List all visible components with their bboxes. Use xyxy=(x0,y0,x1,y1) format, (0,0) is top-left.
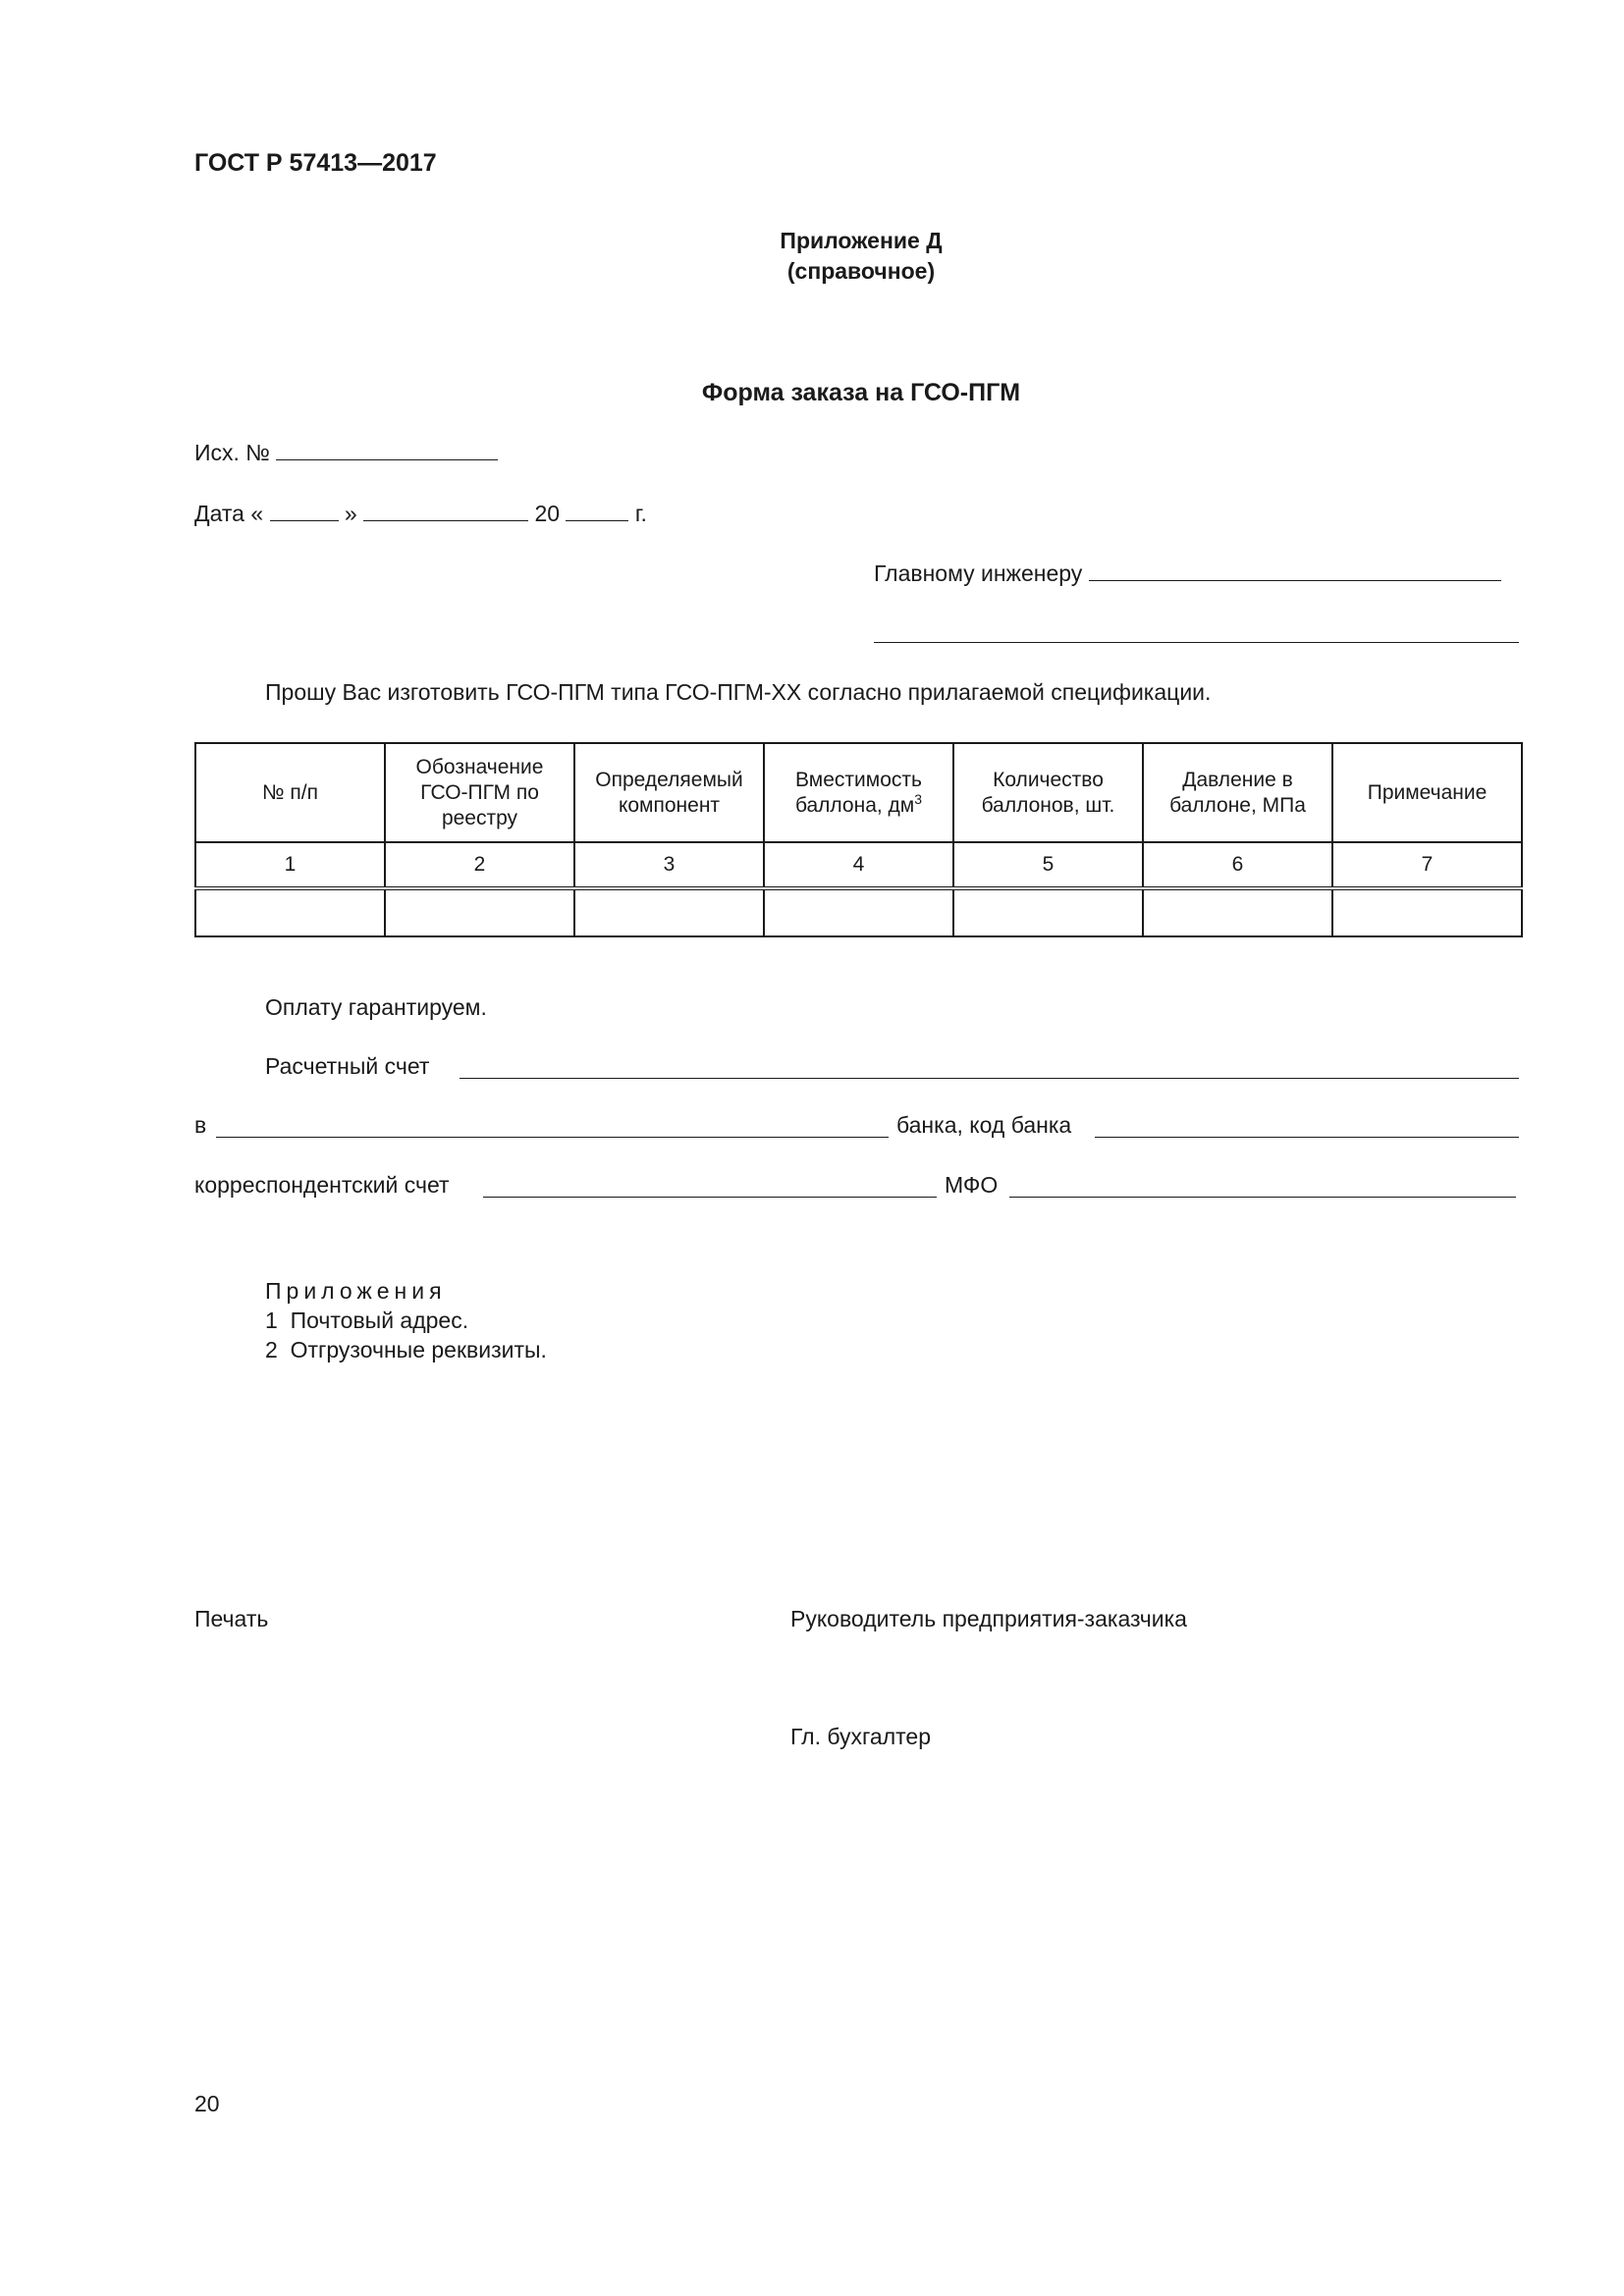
outgoing-number-line xyxy=(194,440,498,466)
bank-prefix: в xyxy=(194,1112,207,1138)
column-number-cell: 7 xyxy=(1332,842,1522,888)
column-number-cell: 3 xyxy=(574,842,764,888)
mfo-field[interactable] xyxy=(1009,1177,1516,1198)
accountant-signature-label: Гл. бухгалтер xyxy=(790,1724,931,1749)
date-year-suffix: г. xyxy=(634,501,647,526)
empty-cell[interactable] xyxy=(953,888,1143,936)
table-header-cell: Давление в баллоне, МПа xyxy=(1143,743,1332,842)
addressee-label: Главному инженеру xyxy=(874,561,1083,586)
table-header-cell: Обозначение ГСО-ПГМ по реестру xyxy=(385,743,574,842)
date-month-field[interactable] xyxy=(363,501,528,521)
mfo-label: МФО xyxy=(945,1172,999,1198)
attachment-item: 2 Отгрузочные реквизиты. xyxy=(265,1337,547,1362)
outgoing-label: Исх. № xyxy=(194,440,270,465)
column-number-cell: 4 xyxy=(764,842,953,888)
table-row xyxy=(195,888,1522,936)
empty-cell[interactable] xyxy=(385,888,574,936)
account-line xyxy=(265,1053,429,1080)
table-header-cell: Определяемый компонент xyxy=(574,743,764,842)
attachments-title: Приложения xyxy=(265,1278,447,1304)
request-text: Прошу Вас изготовить ГСО-ПГМ типа ГСО-ПГМ-ХХ согласно прилагаемой спецификации. xyxy=(265,679,1212,705)
appendix-subtitle: (справочное) xyxy=(786,258,936,284)
date-year-field[interactable] xyxy=(566,501,628,521)
head-signature-label: Руководитель предприятия-заказчика xyxy=(790,1606,1187,1631)
bank-name-field[interactable] xyxy=(216,1117,889,1138)
form-title: Форма заказа на ГСО-ПГМ xyxy=(701,379,1021,406)
bank-code-label: банка, код банка xyxy=(896,1112,1072,1138)
empty-cell[interactable] xyxy=(195,888,385,936)
standard-designation: ГОСТ Р 57413—2017 xyxy=(194,149,437,177)
account-label: Расчетный счет xyxy=(265,1053,430,1079)
corr-account-field[interactable] xyxy=(483,1177,937,1198)
addressee-second-field[interactable] xyxy=(874,622,1519,643)
outgoing-number-field[interactable] xyxy=(276,440,498,460)
table-header-cell: № п/п xyxy=(195,743,385,842)
table-header-text: Вместимость баллона, дм xyxy=(794,768,922,817)
date-day-field[interactable] xyxy=(270,501,339,521)
empty-cell[interactable] xyxy=(574,888,764,936)
specification-table xyxy=(194,742,1523,937)
table-header-cell: Примечание xyxy=(1332,743,1522,842)
empty-cell[interactable] xyxy=(1332,888,1522,936)
superscript-3: 3 xyxy=(914,790,923,807)
column-number-cell: 5 xyxy=(953,842,1143,888)
date-year-prefix: 20 xyxy=(534,501,561,526)
empty-cell[interactable] xyxy=(1143,888,1332,936)
empty-cell[interactable] xyxy=(764,888,953,936)
page-number: 20 xyxy=(194,2091,220,2116)
account-field[interactable] xyxy=(460,1058,1519,1079)
date-label: Дата « xyxy=(194,501,264,526)
table-header-cell: Количество баллонов, шт. xyxy=(953,743,1143,842)
bank-code-field[interactable] xyxy=(1095,1117,1519,1138)
table-header-row xyxy=(195,743,1522,842)
addressee-name-field[interactable] xyxy=(1089,561,1501,581)
table-column-number-row xyxy=(195,842,1522,888)
column-number-cell: 2 xyxy=(385,842,574,888)
date-line xyxy=(194,501,647,527)
column-number-cell: 6 xyxy=(1143,842,1332,888)
column-number-cell: 1 xyxy=(195,842,385,888)
attachment-item: 1 Почтовый адрес. xyxy=(265,1308,469,1333)
addressee-line xyxy=(874,561,1501,587)
payment-guarantee: Оплату гарантируем. xyxy=(265,994,487,1020)
table-header-cell xyxy=(764,743,953,842)
date-quote-close: » xyxy=(344,501,357,526)
corr-account-label: корреспондентский счет xyxy=(194,1172,450,1198)
stamp-label: Печать xyxy=(194,1606,269,1631)
appendix-title: Приложение Д xyxy=(780,228,943,253)
